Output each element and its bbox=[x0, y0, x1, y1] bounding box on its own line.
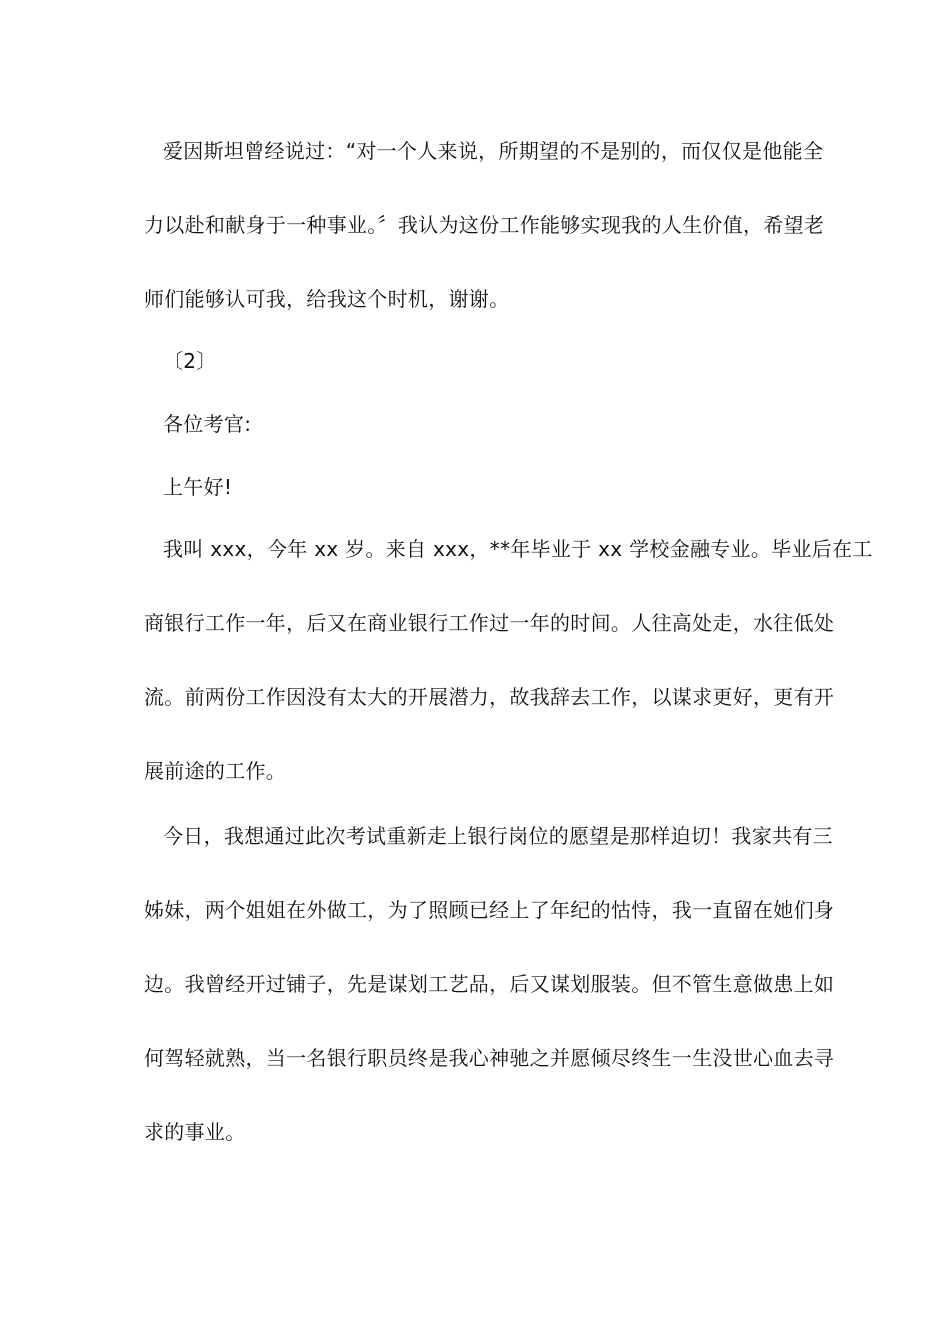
paragraph-3-line-5: 求的事业。 bbox=[144, 1120, 246, 1144]
paragraph-3-line-2: 姊妹，两个姐姐在外做工，为了照顾已经上了年纪的怙恃，我一直留在她们身 bbox=[144, 898, 835, 922]
paragraph-2-line-1: 我叫 xxx，今年 xx 岁。来自 xxx，**年毕业于 xx 学校金融专业。毕业后在工 bbox=[163, 537, 873, 561]
paragraph-3-line-1: 今日，我想通过此次考试重新走上银行岗位的愿望是那样迫切！我家共有三 bbox=[163, 824, 833, 848]
paragraph-1-line-3: 师们能够认可我，给我这个时机，谢谢。 bbox=[144, 287, 510, 311]
paragraph-3-line-3: 边。我曾经开过铺子，先是谋划工艺品，后又谋划服装。但不管生意做患上如 bbox=[144, 972, 835, 996]
greeting: 上午好! bbox=[163, 475, 233, 499]
paragraph-1-line-2: 力以赴和献身于一种事业。〞我认为这份工作能够实现我的人生价值，希望老 bbox=[144, 213, 825, 237]
section-marker: 〔2〕 bbox=[163, 349, 217, 373]
paragraph-1-line-1: 爱因斯坦曾经说过：“对一个人来说，所期望的不是别的，而仅仅是他能全 bbox=[163, 139, 824, 163]
paragraph-3-line-4: 何驾轻就熟，当一名银行职员终是我心神驰之并愿倾尽终生一生没世心血去寻 bbox=[144, 1046, 835, 1070]
paragraph-2-line-2: 商银行工作一年，后又在商业银行工作过一年的时间。人往高处走，水往低处 bbox=[144, 611, 835, 635]
paragraph-2-line-4: 展前途的工作。 bbox=[144, 759, 287, 783]
salutation: 各位考官: bbox=[163, 412, 252, 436]
paragraph-2-line-3: 流。前两份工作因没有太大的开展潜力，故我辞去工作，以谋求更好，更有开 bbox=[144, 685, 835, 709]
